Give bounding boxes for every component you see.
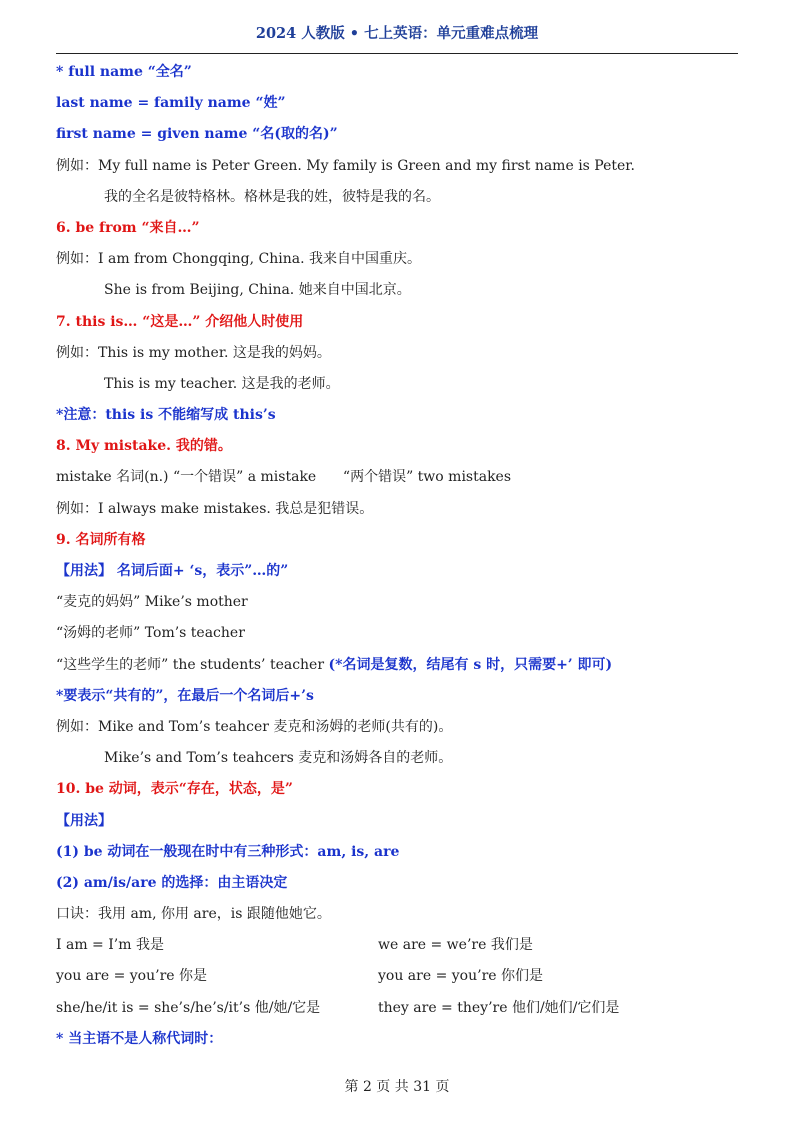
note-last-name: last name = family name “姓” [56,95,286,112]
example-full-name-zh: 我的全名是彼特格林。格林是我的姓，彼特是我的名。 [104,188,440,205]
example-shared-teacher: 例如：Mike and Tom’s teahcer 麦克和汤姆的老师(共有的)。 [56,718,453,735]
section-7-heading: 7. this is… “这是…” 介绍他人时使用 [56,313,304,330]
contraction-left: I am = I’m 我是 [56,937,164,954]
section-10-heading: 10. be 动词，表示“存在，状态，是” [56,781,293,798]
be-choice-rule: (2) am/is/are 的选择：由主语决定 [56,874,288,891]
contraction-right: we are = we’re 我们是 [378,937,533,954]
note-full-name: * full name “全名” [56,64,192,80]
example-separate-teachers: Mike’s and Tom’s teahcers 麦克和汤姆各自的老师。 [104,750,453,767]
note-non-pronoun-subject: * 当主语不是人称代词时： [56,1030,223,1047]
section-8-heading: 8. My mistake. 我的错。 [56,438,232,455]
example-this-teacher: This is my teacher. 这是我的老师。 [104,375,340,392]
section-9-heading: 9. 名词所有格 [56,531,146,548]
be-mnemonic: 口诀：我用 am, 你用 are，is 跟随他她它。 [56,906,331,923]
example-this-mother: 例如：This is my mother. 这是我的妈妈。 [56,344,331,361]
note-shared-possession: *要表示“共有的”，在最后一个名词后+’s [56,687,314,704]
contraction-row [56,998,746,1029]
contraction-right: they are = they’re 他们/她们/它们是 [378,999,620,1016]
document-body [56,62,746,1060]
students-teacher-text: “这些学生的老师” the students’ teacher [56,656,329,673]
contraction-left: she/he/it is = she’s/he’s/it’s 他/她/它是 [56,999,321,1016]
header-rule [56,53,738,54]
section-6-heading: 6. be from “来自…” [56,219,200,236]
contraction-left: you are = you’re 你是 [56,968,207,985]
plural-possessive-note: (*名词是复数，结尾有 s 时，只需要+’ 即可) [328,656,613,673]
usage-label: 【用法】 [56,812,112,829]
contraction-right: you are = you’re 你们是 [378,968,543,985]
page-number: 第 2 页 共 31 页 [344,1079,450,1095]
be-forms-rule: (1) be 动词在一般现在时中有三种形式：am, is, are [56,843,400,860]
example-mistakes: 例如：I always make mistakes. 我总是犯错误。 [56,500,374,517]
example-mikes-mother: “麦克的妈妈” Mike’s mother [56,594,248,611]
contraction-row [56,935,746,966]
example-students-teacher [56,655,746,686]
example-full-name-en: 例如：My full name is Peter Green. My family is Green and my first name is Peter. [56,157,635,174]
example-toms-teacher: “汤姆的老师” Tom’s teacher [56,625,245,642]
mistake-definition: mistake 名词(n.) “一个错误” a mistake “两个错误” two mistakes [56,469,512,486]
page-header-title: 2024 人教版 • 七上英语：单元重难点梳理 [255,25,539,42]
example-from-chongqing: 例如：I am from Chongqing, China. 我来自中国重庆。 [56,251,422,268]
usage-possessive: 【用法】 名词后面+ ‘s，表示”…的” [56,563,289,579]
note-first-name: first name = given name “名(取的名)” [56,126,338,143]
contraction-row [56,966,746,997]
note-this-is: *注意：this is 不能缩写成 this’s [56,407,276,424]
example-from-beijing: She is from Beijing, China. 她来自中国北京。 [104,282,411,299]
